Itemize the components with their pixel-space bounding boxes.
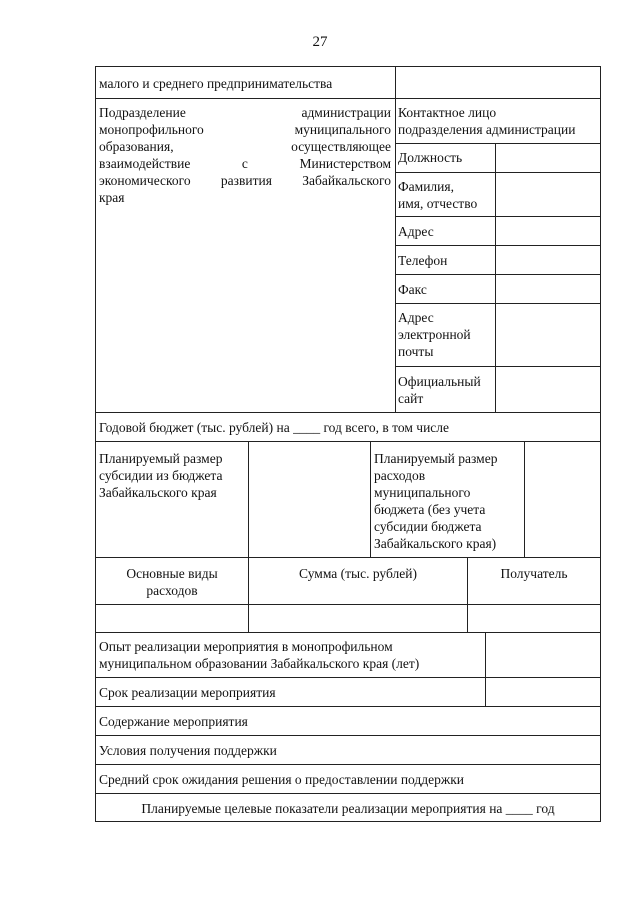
conditions-label: Условия получения поддержки <box>99 743 277 758</box>
planned-municipal-label: Планируемый размер <box>374 451 498 466</box>
position-value-cell[interactable] <box>496 144 600 172</box>
page-number: 27 <box>312 34 328 50</box>
planned-municipal-label: Забайкальского края) <box>374 536 497 551</box>
department-line: монопрофильного муниципального <box>99 122 391 137</box>
contact-header-line: Контактное лицо <box>398 105 497 120</box>
row-small-business: малого и среднего предпринимательства <box>99 76 333 91</box>
expenses-recipient-input-cell[interactable] <box>468 605 600 632</box>
planned-subsidy-label: Планируемый размер <box>99 451 223 466</box>
planned-municipal-label: бюджета (без учета <box>374 502 486 517</box>
department-line: экономического развития Забайкальского <box>99 173 391 188</box>
planned-subsidy-label: Забайкальского края <box>99 485 217 500</box>
expenses-col-types: Основные виды <box>126 566 218 581</box>
website-value-cell[interactable] <box>496 367 600 412</box>
contact-header-line: подразделения администрации <box>398 122 576 137</box>
expenses-col-sum: Сумма (тыс. рублей) <box>299 566 417 581</box>
department-line: края <box>99 190 125 205</box>
department-line: образования, осуществляющее <box>99 139 391 154</box>
position-label: Должность <box>398 150 463 165</box>
phone-value-cell[interactable] <box>496 246 600 274</box>
planned-subsidy-value-cell[interactable] <box>249 442 370 557</box>
annual-budget-label: Годовой бюджет (тыс. рублей) на ____ год всего, в том числе <box>99 420 450 435</box>
planned-municipal-label: муниципального <box>374 485 471 500</box>
planned-municipal-label: субсидии бюджета <box>374 519 482 534</box>
fax-label: Факс <box>398 282 427 297</box>
planned-municipal-value-cell[interactable] <box>525 442 600 557</box>
expenses-col-types: расходов <box>146 583 198 598</box>
expenses-type-input-cell[interactable] <box>96 605 248 632</box>
content-label: Содержание мероприятия <box>99 714 248 729</box>
phone-label: Телефон <box>398 253 448 268</box>
full-name-label: имя, отчество <box>398 196 478 211</box>
full-name-label: Фамилия, <box>398 179 454 194</box>
full-name-value-cell[interactable] <box>496 173 600 216</box>
experience-value-cell[interactable] <box>486 633 600 677</box>
planned-subsidy-label: субсидии из бюджета <box>99 468 223 483</box>
experience-label: Опыт реализации мероприятия в монопрофильном <box>99 639 393 654</box>
target-indicators-label: Планируемые целевые показатели реализации мероприятия на ____ год <box>141 801 555 816</box>
experience-label: муниципальном образовании Забайкальского края (лет) <box>99 656 420 671</box>
address-value-cell[interactable] <box>496 217 600 245</box>
expenses-sum-input-cell[interactable] <box>249 605 467 632</box>
planned-municipal-label: расходов <box>374 468 426 483</box>
expenses-col-recipient: Получатель <box>500 566 568 581</box>
fax-value-cell[interactable] <box>496 275 600 303</box>
email-label: электронной <box>398 327 471 342</box>
email-label: почты <box>398 344 434 359</box>
website-label: Официальный <box>398 374 481 389</box>
website-label: сайт <box>398 391 424 406</box>
department-line: Подразделение администрации <box>99 105 391 120</box>
address-label: Адрес <box>398 224 434 239</box>
email-label: Адрес <box>398 310 434 325</box>
email-value-cell[interactable] <box>496 304 600 366</box>
period-value-cell[interactable] <box>486 678 600 706</box>
department-line: взаимодействие с Министерством <box>99 156 391 171</box>
waiting-time-label: Средний срок ожидания решения о предоставлении поддержки <box>99 772 465 787</box>
period-label: Срок реализации мероприятия <box>99 685 276 700</box>
